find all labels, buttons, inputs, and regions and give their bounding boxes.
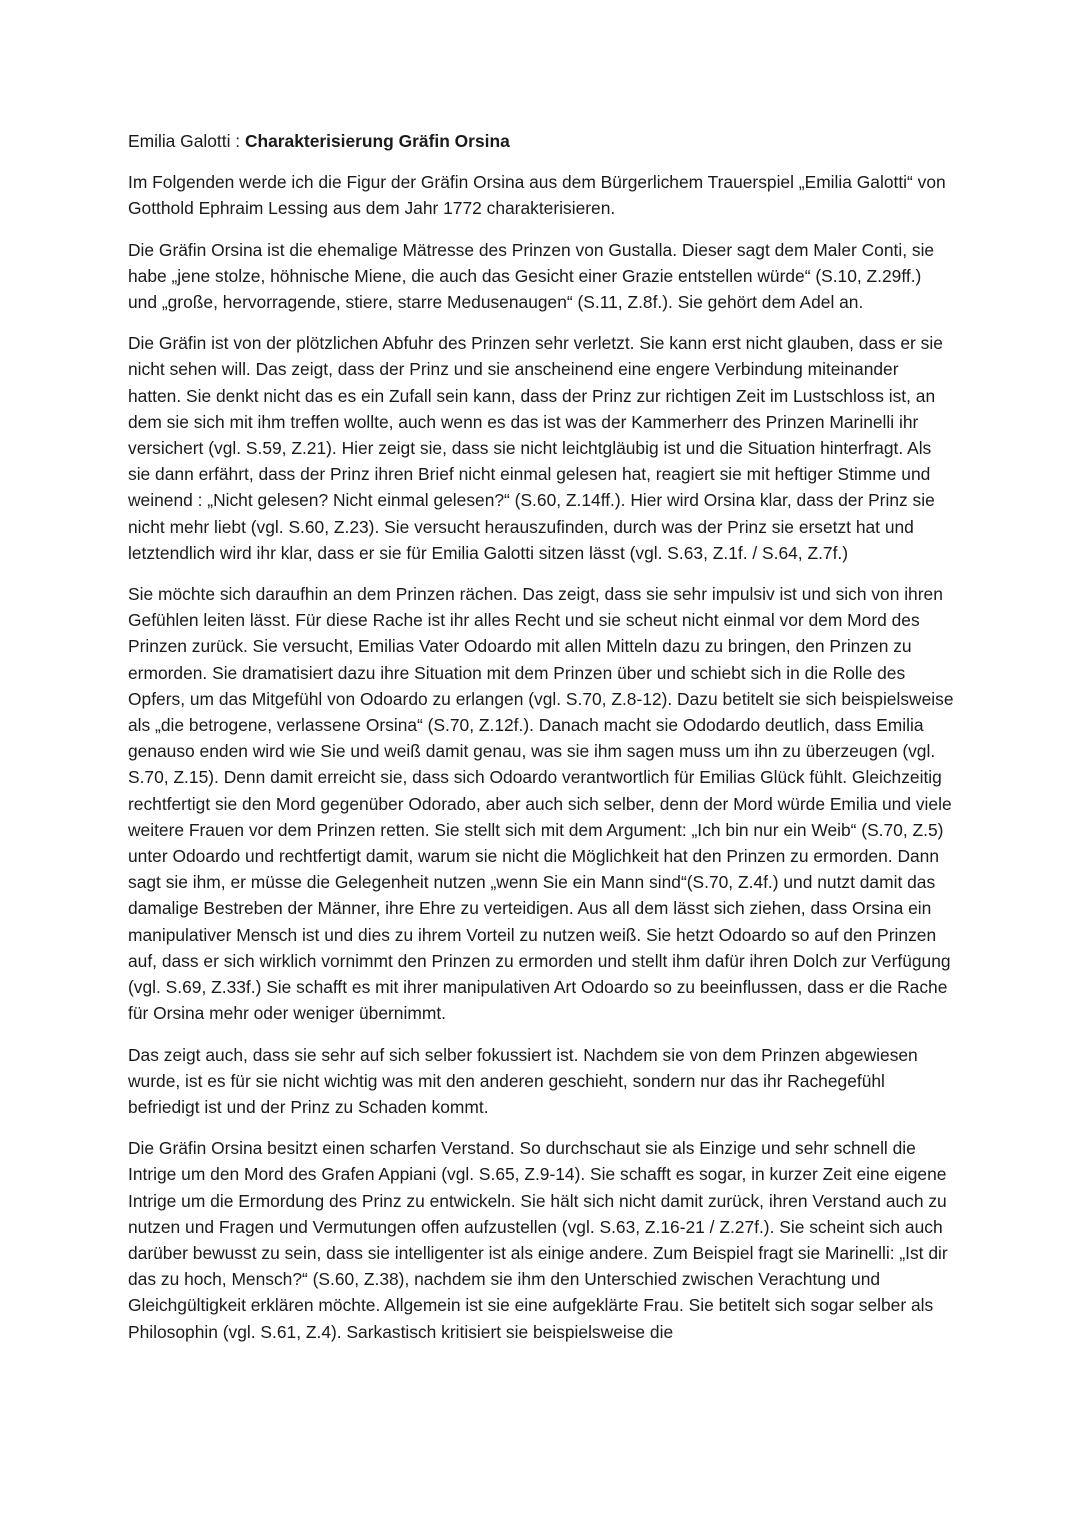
paragraph-self-focus: Das zeigt auch, dass sie sehr auf sich selber fokussiert ist. Nachdem sie von dem Prinzen abgewiesen wurde, ist es für sie nicht wichtig was mit den anderen geschieht, sondern nur das ihr Rachegefühl befriedigt ist und der Prinz zu Schaden kommt. <box>128 1044 918 1117</box>
title-prefix: Emilia Galotti : <box>128 131 245 151</box>
title-bold: Charakterisierung Gräfin Orsina <box>244 131 510 151</box>
document-page <box>128 128 954 1360</box>
paragraph-intro: Im Folgenden werde ich die Figur der Gräfin Orsina aus dem Bürgerlichem Trauerspiel „Emilia Galotti“ von Gotthold Ephraim Lessing aus dem Jahr 1772 charakterisieren. <box>128 172 946 219</box>
paragraph-description: Die Gräfin Orsina ist die ehemalige Mätresse des Prinzen von Gustalla. Dieser sagt dem Maler Conti, sie habe „jene stolze, höhnische Miene, die auch das Gesicht einer Grazie entstellen würde“ (S.10, Z.29ff.) und „große, hervorragende, stiere, starre Medusenaugen“ (S.11, Z.8f.). Sie gehört dem Adel an. <box>128 239 935 313</box>
paragraph-rejection: Die Gräfin ist von der plötzlichen Abfuhr des Prinzen sehr verletzt. Sie kann erst nicht glauben, dass er sie nicht sehen will. Das zeigt, dass der Prinz und sie anscheinend eine engere Verbindung miteinander hatten. Sie denkt nicht das es ein Zufall sein kann, dass der Prinz zur richtigen Zeit im Lustschloss ist, an dem sie sich mit ihm treffen wollte, auch wenn es das ist was der Kammerherr des Prinzen Marinelli ihr versichert (vgl. S.59, Z.21). Hier zeigt sie, dass sie nicht leichtgläubig ist und die Situation hinterfragt. Als sie dann erfährt, dass der Prinz ihren Brief nicht einmal gelesen hat, reagiert sie mit heftiger Stimme und weinend : „Nicht gelesen? Nicht einmal gelesen?“ (S.60, Z.14ff.). Hier wird Orsina klar, dass der Prinz sie nicht mehr liebt (vgl. S.60, Z.23). Sie versucht herauszufinden, durch was der Prinz sie ersetzt hat und letztendlich wird ihr klar, dass er sie für Emilia Galotti sitzen lässt (vgl. S.63, Z.1f. / S.64, Z.7f.) <box>128 333 943 563</box>
paragraph-intellect: Die Gräfin Orsina besitzt einen scharfen Verstand. So durchschaut sie als Einzige und sehr schnell die Intrige um den Mord des Grafen Appiani (vgl. S.65, Z.9-14). Sie schafft es sogar, in kurzer Zeit eine eigene Intrige um die Ermordung des Prinz zu entwickeln. Sie hält sich nicht damit zurück, ihren Verstand auch zu nutzen und Fragen und Vermutungen offen aufzustellen (vgl. S.63, Z.16-21 / Z.27f.). Sie scheint sich auch darüber bewusst zu sein, dass sie intelligenter ist als einige andere. Zum Beispiel fragt sie Marinelli: „Ist dir das zu hoch, Mensch?“ (S.60, Z.38), nachdem sie ihm den Unterschied zwischen Verachtung und Gleichgültigkeit erklären möchte. Allgemein ist sie eine aufgeklärte Frau. Sie betitelt sich sogar selber als Philosophin (vgl. S.61, Z.4). Sarkastisch kritisiert sie beispielsweise die <box>128 1138 948 1342</box>
paragraph-revenge: Sie möchte sich daraufhin an dem Prinzen rächen. Das zeigt, dass sie sehr impulsiv ist und sich von ihren Gefühlen leiten lässt. Für diese Rache ist ihr alles Recht und sie scheut nicht einmal vor dem Mord des Prinzen zurück. Sie versucht, Emilias Vater Odoardo mit allen Mitteln dazu zu bringen, den Prinzen zu ermorden. Sie dramatisiert dazu ihre Situation mit dem Prinzen über und schiebt sich in die Rolle des Opfers, um das Mitgefühl von Odoardo zu erlangen (vgl. S.70, Z.8-12). Dazu betitelt sie sich beispielsweise als „die betrogene, verlassene Orsina“ (S.70, Z.12f.). Danach macht sie Ododardo deutlich, dass Emilia genauso enden wird wie Sie und weiß damit genau, was sie ihm sagen muss um ihn zu überzeugen (vgl. S.70, Z.15). Denn damit erreicht sie, dass sich Odoardo verantwortlich für Emilias Glück fühlt. Gleichzeitig rechtfertigt sie den Mord gegenüber Odorado, aber auch sich selber, denn der Mord würde Emilia und viele weitere Frauen vor dem Prinzen retten. Sie stellt sich mit dem Argument: „Ich bin nur ein Weib“ (S.70, Z.5) unter Odoardo und rechtfertigt damit, warum sie nicht die Möglichkeit hat den Prinzen zu ermorden. Dann sagt sie ihm, er müsse die Gelegenheit nutzen „wenn Sie ein Mann sind“(S.70, Z.4f.) und nutzt damit das damalige Bestreben der Männer, ihre Ehre zu verteidigen. Aus all dem lässt sich ziehen, dass Orsina ein manipulativer Mensch ist und dies zu ihrem Vorteil zu nutzen weiß. Sie hetzt Odoardo so auf den Prinzen auf, dass er sich wirklich vornimmt den Prinzen zu ermorden und stellt ihm dafür ihren Dolch zur Verfügung (vgl. S.69, Z.33f.) Sie schafft es mit ihrer manipulativen Art Odoardo so zu beeinflussen, dass er die Rache für Orsina mehr oder weniger übernimmt. <box>128 584 954 1024</box>
document-title <box>128 128 954 154</box>
